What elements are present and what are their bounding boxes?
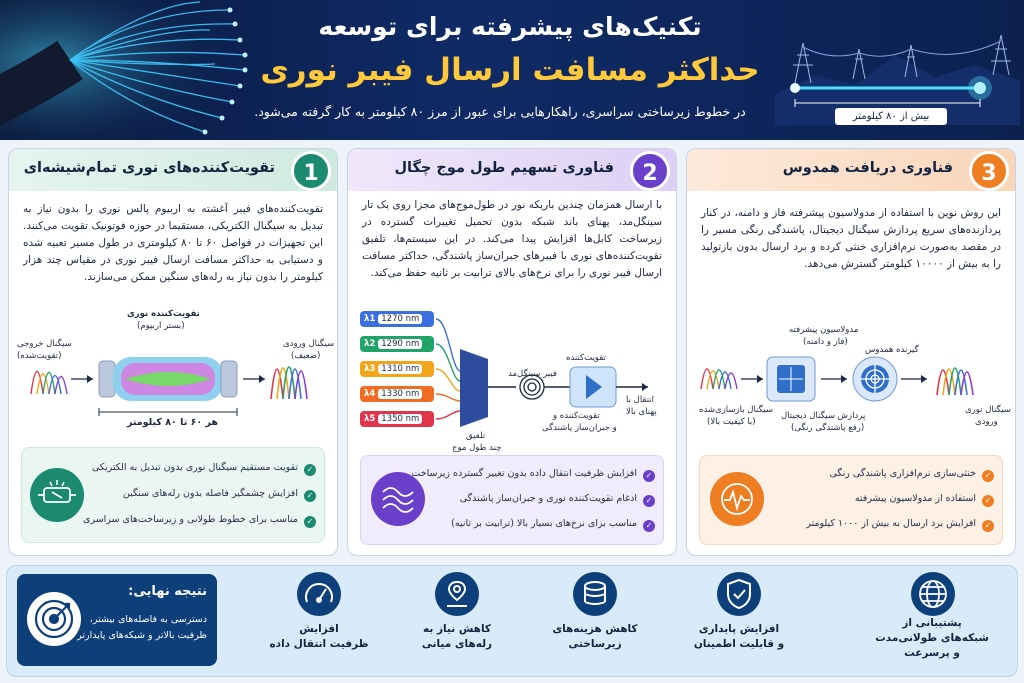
benefit-item: استفاده از مدولاسیون پیشرفته bbox=[854, 493, 976, 504]
page-subtitle: در خطوط زیرساختی سراسری، راهکارهایی برای عبور از مرز ۸۰ کیلومتر به کار گرفته می‌شود. bbox=[254, 104, 746, 119]
wavelength-symbol: λ4 bbox=[364, 389, 379, 399]
check-icon: ✓ bbox=[304, 464, 316, 476]
coins-icon bbox=[573, 572, 617, 616]
input-optical-sublabel: ورودی bbox=[975, 417, 998, 427]
input-signal-sublabel: (ضعیف) bbox=[291, 351, 321, 361]
wavelength-symbol: λ1 bbox=[364, 314, 379, 324]
amp-label: تقویت‌کننده bbox=[566, 353, 606, 363]
footer-benefits bbox=[6, 565, 1018, 677]
mux-sublabel: چند طول موج bbox=[452, 443, 502, 453]
conclusion-line1: دسترسی به فاصله‌های بیشتر، bbox=[89, 614, 207, 625]
route-icon bbox=[435, 572, 479, 616]
wavelength-symbol: λ5 bbox=[364, 414, 379, 424]
modulation-sublabel: (فاز و دامنه) bbox=[803, 337, 848, 347]
target-icon bbox=[27, 592, 81, 646]
benefit-item: مناسب برای نرخ‌های بسیار بالا (ترابیت بر ثانیه) bbox=[451, 518, 637, 529]
footer-item-stability: افزایش پایداری و قابلیت اطمینان bbox=[693, 623, 785, 650]
check-icon: ✓ bbox=[304, 490, 316, 502]
modulation-label: مدولاسیون پیشرفته bbox=[789, 325, 859, 335]
input-signal-label: سیگنال ورودی bbox=[283, 339, 335, 349]
dsp-label: پردازش سیگنال دیجیتال bbox=[781, 411, 866, 421]
shield-check-icon bbox=[717, 572, 761, 616]
footer-item-support: پشتیبانی از شبکه‌های طولانی‌مدت و پرسرعت bbox=[875, 617, 989, 659]
coherent-receiver-label: گیرنده همدوس bbox=[865, 345, 919, 355]
check-icon: ✓ bbox=[982, 495, 994, 507]
header-banner bbox=[0, 0, 1024, 140]
fiber-label: فیبر سینگل‌مد bbox=[508, 369, 557, 379]
benefit-item: افزایش برد ارسال به بیش از ۱۰۰۰ کیلومتر bbox=[806, 518, 976, 529]
panel-title: فناوری دریافت همدوس bbox=[782, 160, 953, 176]
footer-item-relays: کاهش نیاز به رله‌های میانی bbox=[421, 623, 493, 650]
amplifier-icon bbox=[30, 468, 84, 522]
wavelength-symbol: λ3 bbox=[364, 364, 379, 374]
benefit-item: افزایش چشمگیر فاصله بدون رله‌های سنگین bbox=[122, 488, 298, 499]
panel-number: 1 bbox=[291, 151, 331, 191]
panel-title: فناوری تسهیم طول موج چگال bbox=[394, 160, 614, 176]
wavelength-line bbox=[436, 344, 460, 381]
conclusion-box bbox=[17, 574, 217, 666]
footer-item-capacity: افزایش ظرفیت انتقال داده bbox=[269, 623, 369, 650]
panel-title: تقویت‌کننده‌های نوری تمام‌شیشه‌ای bbox=[23, 160, 275, 176]
check-icon: ✓ bbox=[304, 516, 316, 528]
check-icon: ✓ bbox=[643, 470, 655, 482]
distance-badge: بیش از ۸۰ کیلومتر bbox=[852, 111, 930, 122]
pulse-icon bbox=[710, 472, 764, 526]
check-icon: ✓ bbox=[982, 520, 994, 532]
wavelength-symbol: λ2 bbox=[364, 339, 379, 349]
output-signal-label: سیگنال خروجی bbox=[17, 339, 72, 349]
wavelength-value: 1330 nm bbox=[378, 389, 422, 399]
conclusion-title: نتیجه نهایی: bbox=[128, 584, 207, 599]
out-label: انتقال با bbox=[626, 395, 655, 405]
wavelength-value: 1290 nm bbox=[378, 339, 422, 349]
output-signal-sublabel: (تقویت‌شده) bbox=[17, 351, 62, 361]
wavelength-line bbox=[436, 369, 460, 391]
benefits-box bbox=[21, 447, 325, 543]
globe-icon bbox=[911, 572, 955, 616]
benefit-item: تقویت مستقیم سیگنال نوری بدون تبدیل به الکتریکی bbox=[91, 462, 298, 473]
benefit-item: مناسب برای خطوط طولانی و زیرساخت‌های سراسری bbox=[83, 514, 298, 525]
out-sublabel: پهنای بالا bbox=[626, 407, 657, 417]
reconstructed-signal-label: سیگنال بازسازی‌شده bbox=[699, 405, 773, 415]
mux-label: تلفیق bbox=[466, 431, 486, 441]
conclusion-line2: ظرفیت بالاتر و شبکه‌های پایدارتر bbox=[77, 630, 207, 641]
page-title-line2: حداکثر مسافت ارسال فیبر نوری bbox=[260, 52, 760, 88]
panel-body: تقویت‌کننده‌های فیبر آغشته به اربیوم پالس نوری را بدون نیاز به تبدیل به سیگنال الکتریکی، مستقیما در حوزه فوتونیک تقویت می‌کنند. این تجهیزات در فواصل ۶۰ تا ۸۰ کیلومتری در طول مسیر تعبیه شده و دستیابی به حداکثر مسافت ارسال فیبر نوری در مقیاس چند هزار کیلومتر را بدون نیاز به رله‌های سنگین ممکن می‌سازند. bbox=[23, 203, 323, 283]
dsp-sublabel: (رفع پاشندگی رنگی) bbox=[791, 423, 865, 433]
amplifier-label: تقویت‌کننده نوری bbox=[127, 309, 200, 319]
span-label: هر ۶۰ تا ۸۰ کیلومتر bbox=[127, 417, 218, 428]
amp-sublabel-1: تقویت‌کننده و bbox=[553, 411, 600, 421]
wavelength-value: 1270 nm bbox=[378, 314, 422, 324]
input-optical-label: سیگنال نوری bbox=[965, 405, 1011, 415]
check-icon: ✓ bbox=[643, 495, 655, 507]
benefit-item: ادغام تقویت‌کننده نوری و جبران‌ساز پاشندگی bbox=[459, 493, 637, 504]
input-signal-waves bbox=[31, 372, 67, 395]
check-icon: ✓ bbox=[982, 470, 994, 482]
wavelength-value: 1350 nm bbox=[378, 414, 422, 424]
wave-icon bbox=[371, 472, 425, 526]
panel-optical-amplifiers bbox=[8, 148, 338, 556]
panel-number: 2 bbox=[630, 151, 670, 191]
amp-sublabel-2: و جبران‌ساز پاشندگی bbox=[542, 423, 617, 433]
panel-coherent-detection bbox=[686, 148, 1016, 556]
output-signal-waves bbox=[271, 367, 307, 399]
panel-body: با ارسال همزمان چندین باریکه نور در طول‌موج‌های مجزا روی یک تار سینگل‌مد، پهنای باند شبکه بدون تحمیل تغییرات گسترده در زیرساخت کابل‌ها افزایش پیدا می‌کند. در این سیستم‌ها، تلفیق تقویت‌کننده‌های نوری با فیبرهای جبران‌ساز پاشندگی، حداکثر مسافت ارسال فیبر نوری را برای نرخ‌های بالای ترابیت بر ثانیه حفظ می‌کند. bbox=[362, 199, 662, 279]
panel-dwdm bbox=[347, 148, 677, 556]
wavelength-value: 1310 nm bbox=[378, 364, 422, 374]
wavelength-line bbox=[436, 394, 460, 401]
benefits-box bbox=[360, 455, 664, 545]
panel-number: 3 bbox=[969, 151, 1009, 191]
reconstructed-signal-sublabel: (با کیفیت بالا) bbox=[707, 417, 756, 427]
benefits-box bbox=[699, 455, 1003, 545]
benefit-item: افزایش ظرفیت انتقال داده بدون تغییر گسترده زیرساخت bbox=[411, 468, 637, 479]
amplifier-sublabel: (بستر اربیوم) bbox=[137, 321, 185, 331]
benefit-item: خنثی‌سازی نرم‌افزاری پاشندگی رنگی bbox=[829, 468, 976, 479]
footer-item-costs: کاهش هزینه‌های زیرساختی bbox=[552, 623, 638, 650]
wavelength-line bbox=[436, 411, 460, 419]
page-title-line1: تکنیک‌های پیشرفته برای توسعه bbox=[318, 12, 702, 41]
check-icon: ✓ bbox=[643, 520, 655, 532]
panel-body: این روش نوین با استفاده از مدولاسیون پیشرفته فاز و دامنه، در کنار پردازنده‌های سریع پردازش سیگنال دیجیتال، پاشندگی رنگی مسیر را در مقصد به‌صورت نرم‌افزاری خنثی کرده و برد ارسال بدون بازتولید را به بیش از ۱۰۰۰۰ کیلومتر گسترش می‌دهد. bbox=[701, 207, 1001, 270]
speedometer-icon bbox=[297, 572, 341, 616]
